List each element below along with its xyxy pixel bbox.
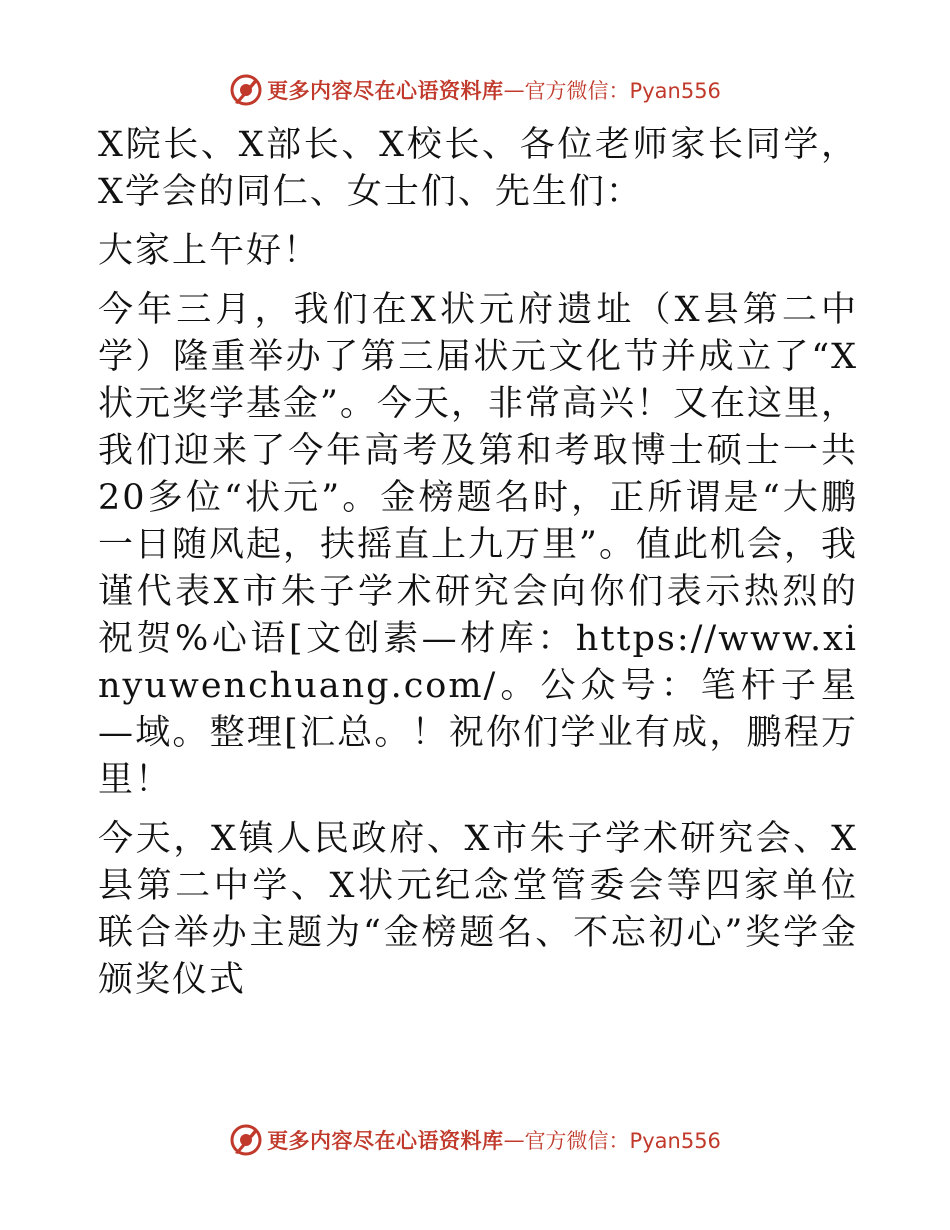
- banner-wechat: 官方微信：Pyan556: [524, 1129, 721, 1153]
- banner-title: 更多内容尽在心语资料库: [267, 79, 504, 103]
- quill-circle-logo-icon: [229, 1123, 263, 1157]
- banner-wechat: 官方微信：Pyan556: [524, 79, 721, 103]
- paragraph-congratulations: 今年三月，我们在X状元府遗址（X县第二中学）隆重举办了第三届状元文化节并成立了“X状元奖学基金”。今天，非常高兴！又在这里，我们迎来了今年高考及第和考取博士硕士一共20多位“状元”。金榜题名时，正所谓是“大鹏一日随风起，扶摇直上九万里”。值此机会，我谨代表X市朱子学术研究会向你们表示热烈的祝贺%心语[文创素—材库：https://www.xinyuwenchuang.com/。公众号：笔杆子星—域。整理[汇总。！祝你们学业有成，鹏程万里！: [98, 290, 858, 800]
- banner-title: 更多内容尽在心语资料库: [267, 1129, 504, 1153]
- quill-circle-logo-icon: [229, 73, 263, 107]
- paragraph-greeting: 大家上午好！: [98, 231, 321, 271]
- paragraph-ceremony: 今天，X镇人民政府、X市朱子学术研究会、X县第二中学、X状元纪念堂管委会等四家单位联合举办主题为“金榜题名、不忘初心”奖学金颁奖仪式: [98, 819, 858, 1000]
- banner-separator: —: [503, 1128, 525, 1152]
- banner-separator: —: [503, 78, 525, 102]
- document-body: [98, 122, 858, 1004]
- footer-banner: [0, 1120, 950, 1160]
- header-banner: [0, 70, 950, 110]
- paragraph-salutation: X院长、X部长、X校长、各位老师家长同学，X学会的同仁、女士们、先生们：: [98, 125, 858, 212]
